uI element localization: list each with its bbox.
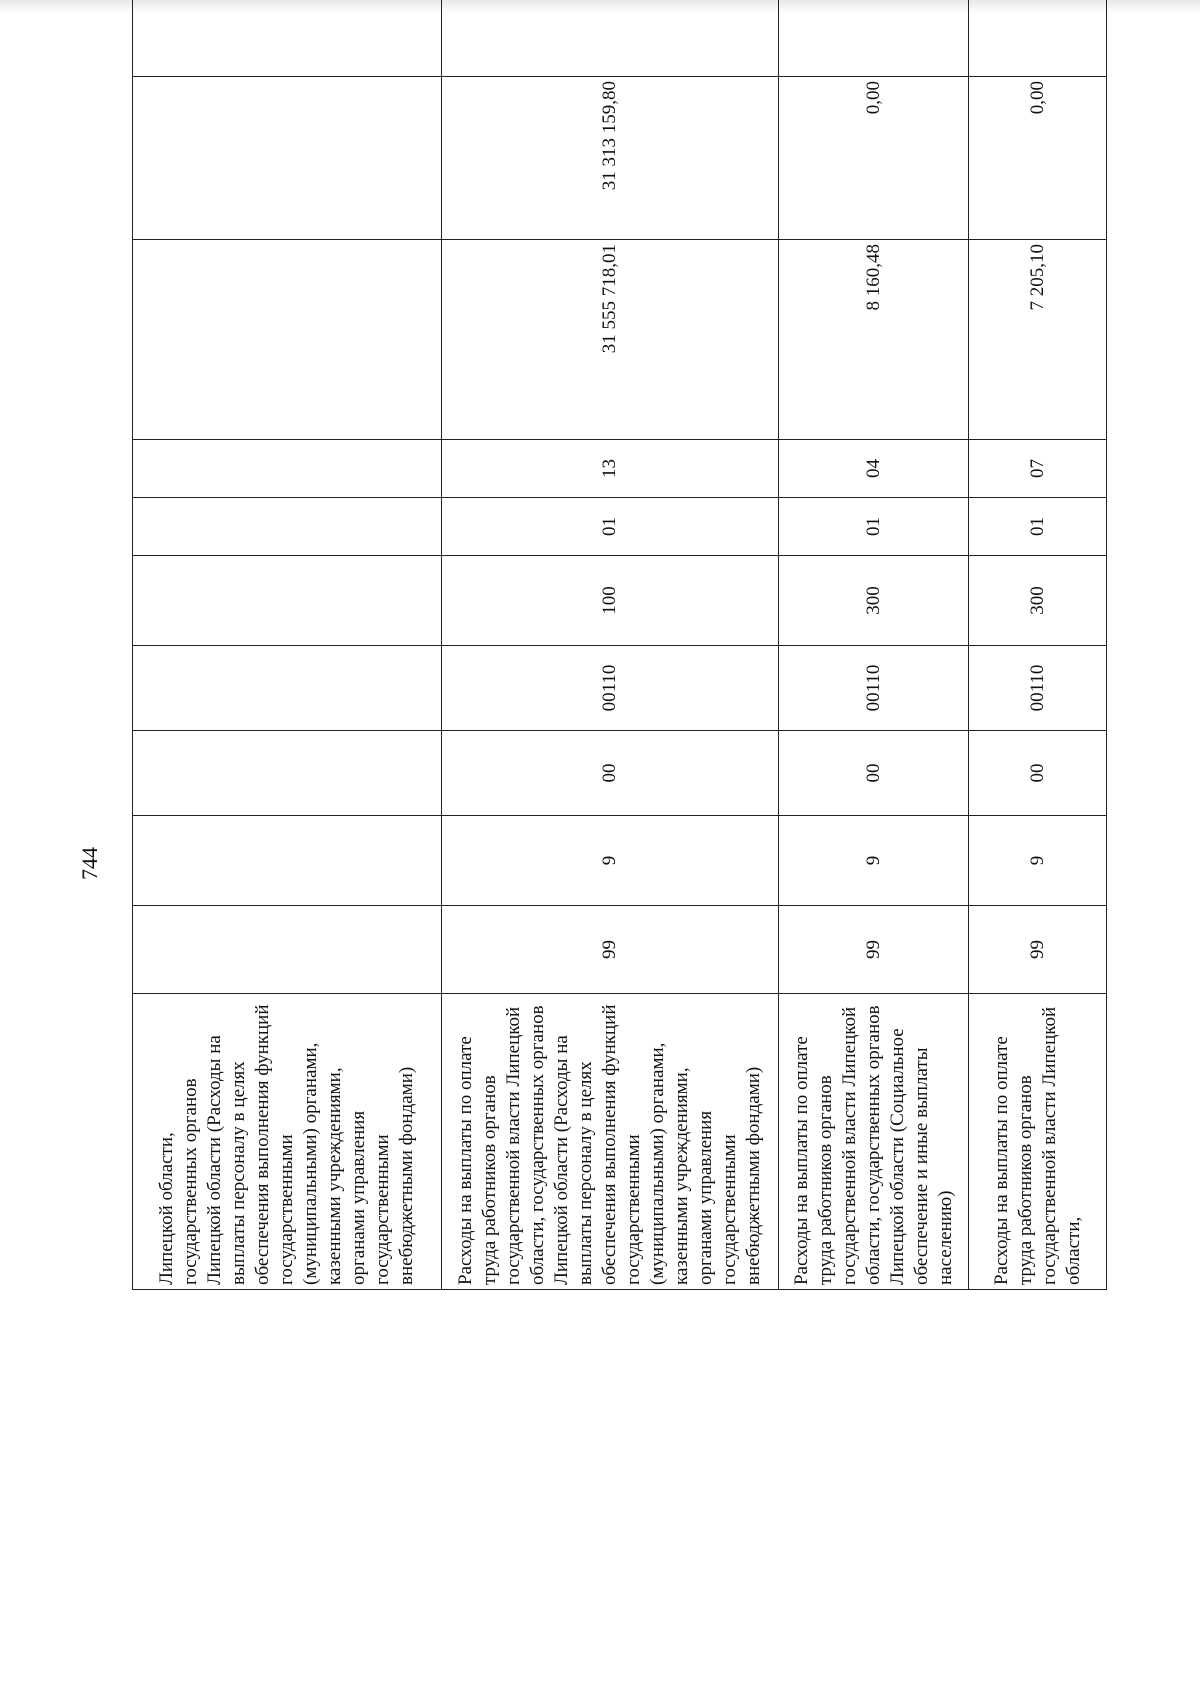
section-code: 01 [969, 498, 1107, 556]
budget-table [132, 0, 1107, 1290]
sum-1 [133, 240, 442, 440]
subprogram-code: 9 [779, 816, 969, 906]
row-description: Липецкой области, государственных органов Липецкой области (Расходы на выплаты персоналу в целях обеспечения выполнения функций государственными (муниципальными) органами, казенными учреждениями, органами управления государственными внебюджетными фондами) [133, 994, 442, 1290]
program-code: 99 [969, 906, 1107, 994]
sum-1: 7 205,10 [969, 240, 1107, 440]
budget-table-rotated [132, 81, 1106, 1290]
subsection-code [133, 440, 442, 498]
expense-type-code: 100 [442, 556, 779, 646]
direction-code: 00110 [969, 646, 1107, 731]
section-code [133, 498, 442, 556]
main-event-code: 00 [969, 731, 1107, 816]
sum-1: 31 555 718,01 [442, 240, 779, 440]
direction-code: 00110 [779, 646, 969, 731]
subsection-code: 04 [779, 440, 969, 498]
row-description: Расходы на выплаты по оплате труда работников органов государственной власти Липецкой области, [969, 994, 1107, 1290]
section-code: 01 [442, 498, 779, 556]
subprogram-code: 9 [442, 816, 779, 906]
program-code: 99 [442, 906, 779, 994]
main-event-code: 00 [442, 731, 779, 816]
sum-3 [779, 0, 969, 77]
direction-code [133, 646, 442, 731]
subprogram-code [133, 816, 442, 906]
expense-type-code [133, 556, 442, 646]
table-row [779, 0, 969, 1290]
table-row [969, 0, 1107, 1290]
sum-3 [133, 0, 442, 77]
section-code: 01 [779, 498, 969, 556]
expense-type-code: 300 [969, 556, 1107, 646]
sum-2: 31 313 159,80 [442, 77, 779, 240]
row-description: Расходы на выплаты по оплате труда работников органов государственной власти Липецкой области, государственных органов Липецкой области (Социальное обеспечение и иные выплаты населению) [779, 994, 969, 1290]
sum-2 [133, 77, 442, 240]
main-event-code [133, 731, 442, 816]
program-code [133, 906, 442, 994]
sum-3 [969, 0, 1107, 77]
sum-3 [442, 0, 779, 77]
subsection-code: 07 [969, 440, 1107, 498]
sum-1: 8 160,48 [779, 240, 969, 440]
sum-2: 0,00 [779, 77, 969, 240]
direction-code: 00110 [442, 646, 779, 731]
subprogram-code: 9 [969, 816, 1107, 906]
table-row [442, 0, 779, 1290]
main-event-code: 00 [779, 731, 969, 816]
table-row [133, 0, 442, 1290]
sum-2: 0,00 [969, 77, 1107, 240]
subsection-code: 13 [442, 440, 779, 498]
row-description: Расходы на выплаты по оплате труда работников органов государственной власти Липецкой области, государственных органов Липецкой области (Расходы на выплаты персоналу в целях обеспечения выполнения функций государственными (муниципальными) органами, казенными учреждениями, органами управления государственными внебюджетными фондами) [442, 994, 779, 1290]
program-code: 99 [779, 906, 969, 994]
expense-type-code: 300 [779, 556, 969, 646]
